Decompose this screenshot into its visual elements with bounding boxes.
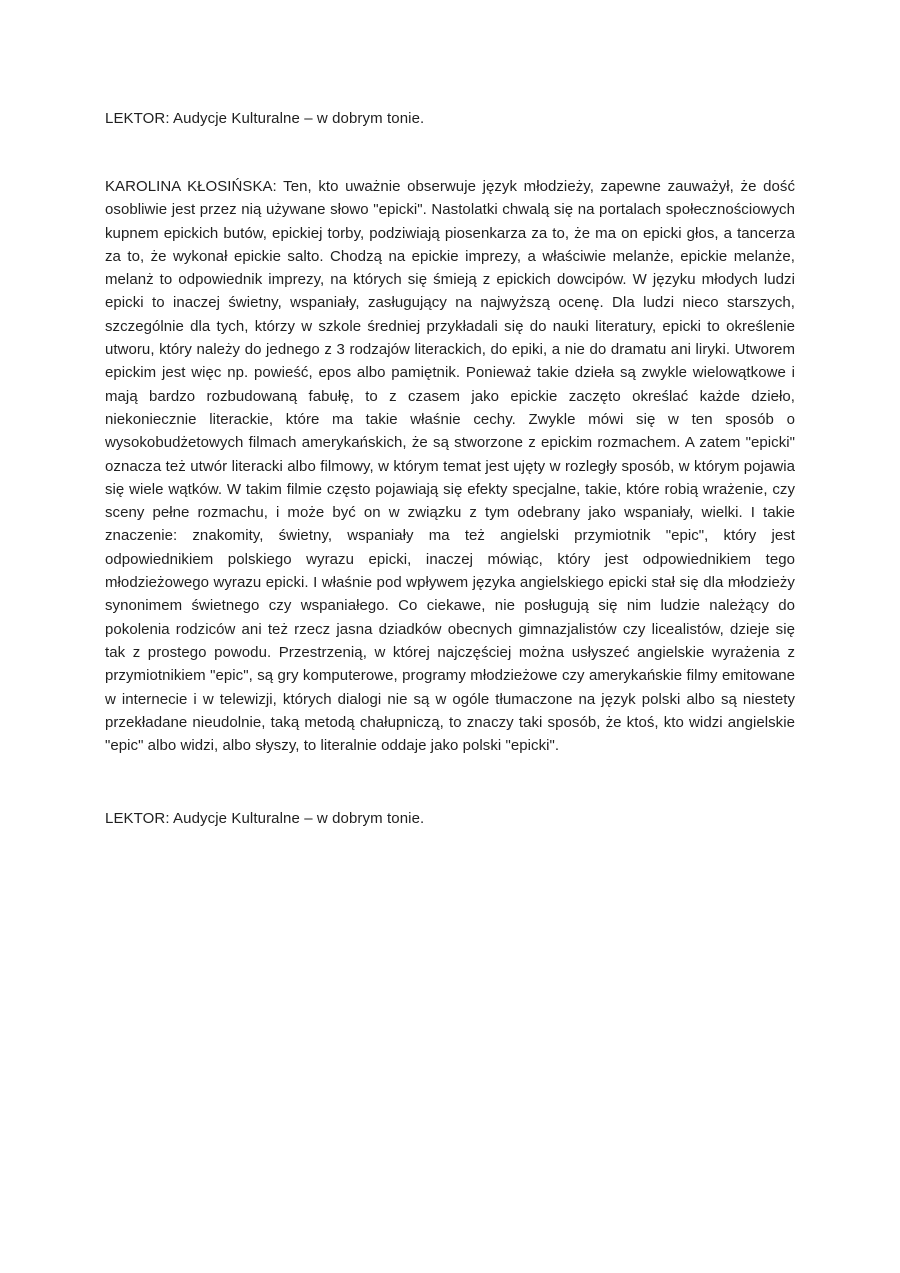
transcript-paragraph (105, 175, 795, 757)
lektor-line-top: LEKTOR: Audycje Kulturalne – w dobrym tonie. (105, 110, 425, 127)
speech-text: Ten, kto uważnie obserwuje język młodzieży, zapewne zauważył, że dość osobliwie jest przez nią używane słowo "epicki". Nastolatki chwalą się na portalach społecznościowych kupnem epickich butów, epickiej torby, podziwiają piosenkarza za to, że ma on epicki głos, a tancerza za to, że wykonał epickie salto. Chodzą na epickie imprezy, a właściwie melanże, epickie melanże, melanż to odpowiednik imprezy, na których się śmieją z epickich dowcipów. W języku młodych ludzi epicki to inaczej świetny, wspaniały, zasługujący na najwyższą ocenę. Dla ludzi nieco starszych, szczególnie dla tych, którzy w szkole średniej przykładali się do nauki literatury, epicki to określenie utworu, który należy do jednego z 3 rodzajów literackich, do epiki, a nie do dramatu ani liryki. Utworem epickim jest więc np. powieść, epos albo pamiętnik. Ponieważ takie dzieła są zwykle wielowątkowe i mają bardzo rozbudowaną fabułę, to z czasem jako epickie zaczęto określać każde dzieło, niekoniecznie literackie, które ma takie właśnie cechy. Zwykle mówi się w ten sposób o wysokobudżetowych filmach amerykańskich, że są stworzone z epickim rozmachem. A zatem "epicki" oznacza też utwór literacki albo filmowy, w którym temat jest ujęty w rozległy sposób, w którym pojawia się wiele wątków. W takim filmie często pojawiają się efekty specjalne, takie, które robią wrażenie, czy sceny pełne rozmachu, i może być on w związku z tym odebrany jako wspaniały, wielki. I takie znaczenie: znakomity, świetny, wspaniały ma też angielski przymiotnik "epic", który jest odpowiednikiem polskiego wyrazu epicki, inaczej mówiąc, który jest odpowiednikiem tego młodzieżowego wyrazu epicki. I właśnie pod wpływem języka angielskiego epicki stał się dla młodzieży synonimem świetnego czy wspaniałego. Co ciekawe, nie posługują się nim ludzie należący do pokolenia rodziców ani też rzecz jasna dziadków obecnych gimnazjalistów czy licealistów, dzieje się tak z prostego powodu. Przestrzenią, w której najczęściej można usłyszeć angielskie wyrażenia z przymiotnikiem "epic", są gry komputerowe, programy młodzieżowe czy amerykańskie filmy emitowane w internecie i w telewizji, których dialogi nie są w ogóle tłumaczone na język polski albo są niestety przekładane nieudolnie, taką metodą chałupniczą, to znaczy taki sposób, że ktoś, kto widzi angielskie "epic" albo widzi, albo słyszy, to literalnie oddaje jako polski "epicki". (105, 178, 795, 755)
lektor-line-bottom: LEKTOR: Audycje Kulturalne – w dobrym tonie. (105, 810, 425, 828)
speaker-name: KAROLINA KŁOSIŃSKA: (105, 178, 277, 195)
